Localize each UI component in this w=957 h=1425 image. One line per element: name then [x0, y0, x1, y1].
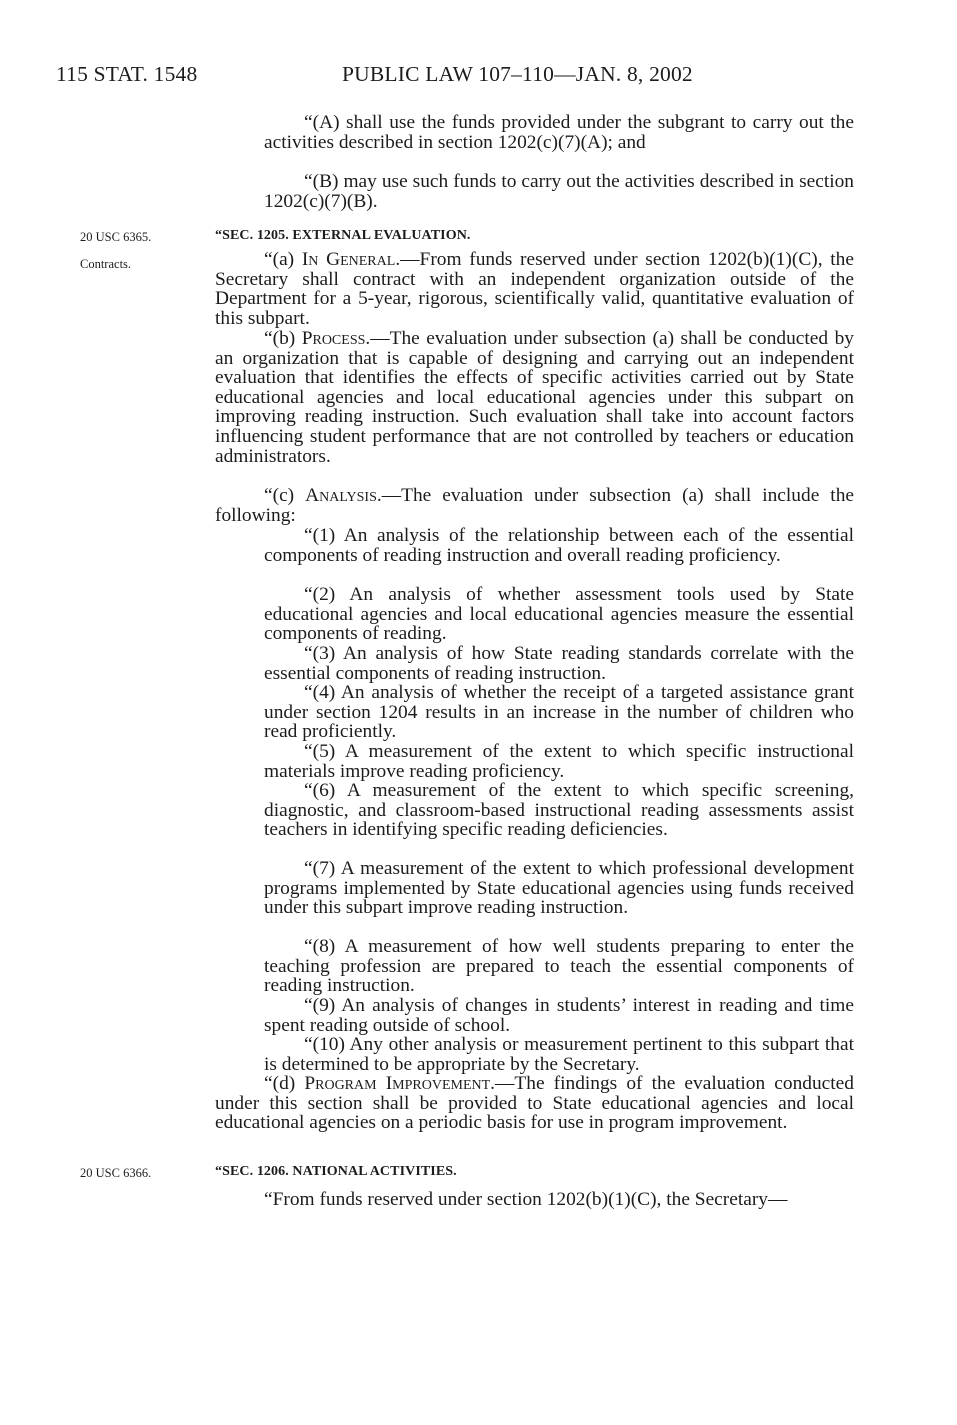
subsection-b-caption: Process	[301, 328, 366, 349]
analysis-item-6: “(6) A measurement of the extent to which specific screening, diagnostic, and classroom-based instructional reading assessments assist teachers in identifying specific reading deficiencies.	[264, 780, 854, 841]
section-1206-text: “From funds reserved under section 1202(b)(1)(C), the Secretary—	[264, 1189, 788, 1210]
analysis-item-3: “(3) An analysis of how State reading standards correlate with the essential components of reading instruction.	[264, 643, 854, 684]
subsection-c-lead: “(c)	[264, 485, 306, 506]
analysis-item-2: “(2) An analysis of whether assessment tools used by State educational agencies and local educational agencies measure the essential components of reading.	[264, 584, 854, 645]
analysis-item-1: “(1) An analysis of the relationship between each of the essential components of reading instruction and overall reading proficiency.	[264, 525, 854, 566]
subsection-d-text: .—The findings of the evaluation conducted under this section shall be provided to State educational agencies and local educational agencies on a periodic basis for use in program improvement.	[215, 1073, 854, 1134]
public-law-reference: PUBLIC LAW 107–110—JAN. 8, 2002	[342, 62, 693, 86]
subsection-a-text: .—From funds reserved under section 1202(b)(1)(C), the Secretary shall contract with an independent organization outside of the Department for a 5-year, rigorous, scientifically valid, quantitative evaluation of this subpart.	[215, 249, 854, 329]
analysis-item-4: “(4) An analysis of whether the receipt of a targeted assistance grant under section 1204 results in an increase in the number of children who read proficiently.	[264, 682, 854, 743]
subsection-d-caption: Program Improvement	[304, 1073, 491, 1094]
section-1205-heading: “SEC. 1205. EXTERNAL EVALUATION.	[215, 228, 471, 243]
analysis-item-5: “(5) A measurement of the extent to which specific instructional materials improve reading proficiency.	[264, 741, 854, 782]
paragraph-b: “(B) may use such funds to carry out the activities described in section 1202(c)(7)(B).	[264, 171, 854, 212]
subsection-c-caption: Analysis	[305, 485, 377, 506]
analysis-item-8: “(8) A measurement of how well students preparing to enter the teaching profession are prepared to teach the essential components of reading instruction.	[264, 936, 854, 997]
subsection-c-text: .—The evaluation under subsection (a) shall include the following:	[215, 485, 854, 526]
subsection-b-text: .—The evaluation under subsection (a) shall be conducted by an organization that is capable of designing and carrying out an independent evaluation that identifies the effects of specific activities carried out by State educational agencies and local educational agencies under this subpart on improving reading instruction. Such evaluation shall take into account factors influencing student performance that are not controlled by teachers or education administrators.	[215, 328, 854, 467]
subsection-a	[215, 250, 854, 328]
analysis-item-7: “(7) A measurement of the extent to which professional development programs implemented by State educational agencies using funds received under this subpart improve reading instruction.	[264, 858, 854, 919]
margin-note-contracts: Contracts.	[80, 257, 132, 271]
margin-note-usc-6366: 20 USC 6366.	[80, 1166, 152, 1180]
subsection-b-lead: “(b)	[264, 328, 302, 349]
subsection-c	[215, 486, 854, 525]
section-1206-heading: “SEC. 1206. NATIONAL ACTIVITIES.	[215, 1164, 457, 1179]
analysis-item-10: “(10) Any other analysis or measurement pertinent to this subpart that is determined to be appropriate by the Secretary.	[264, 1034, 854, 1075]
stat-page-reference: 115 STAT. 1548	[56, 62, 198, 86]
subsection-a-lead: “(a)	[264, 249, 302, 270]
subsection-d	[215, 1074, 854, 1133]
paragraph-a: “(A) shall use the funds provided under the subgrant to carry out the activities described in section 1202(c)(7)(A); and	[264, 112, 854, 153]
analysis-item-9: “(9) An analysis of changes in students’ interest in reading and time spent reading outside of school.	[264, 995, 854, 1036]
margin-note-usc-6365: 20 USC 6365.	[80, 230, 152, 244]
subsection-d-lead: “(d)	[264, 1073, 305, 1094]
subsection-b	[215, 329, 854, 466]
subsection-a-caption: In General	[301, 249, 396, 270]
